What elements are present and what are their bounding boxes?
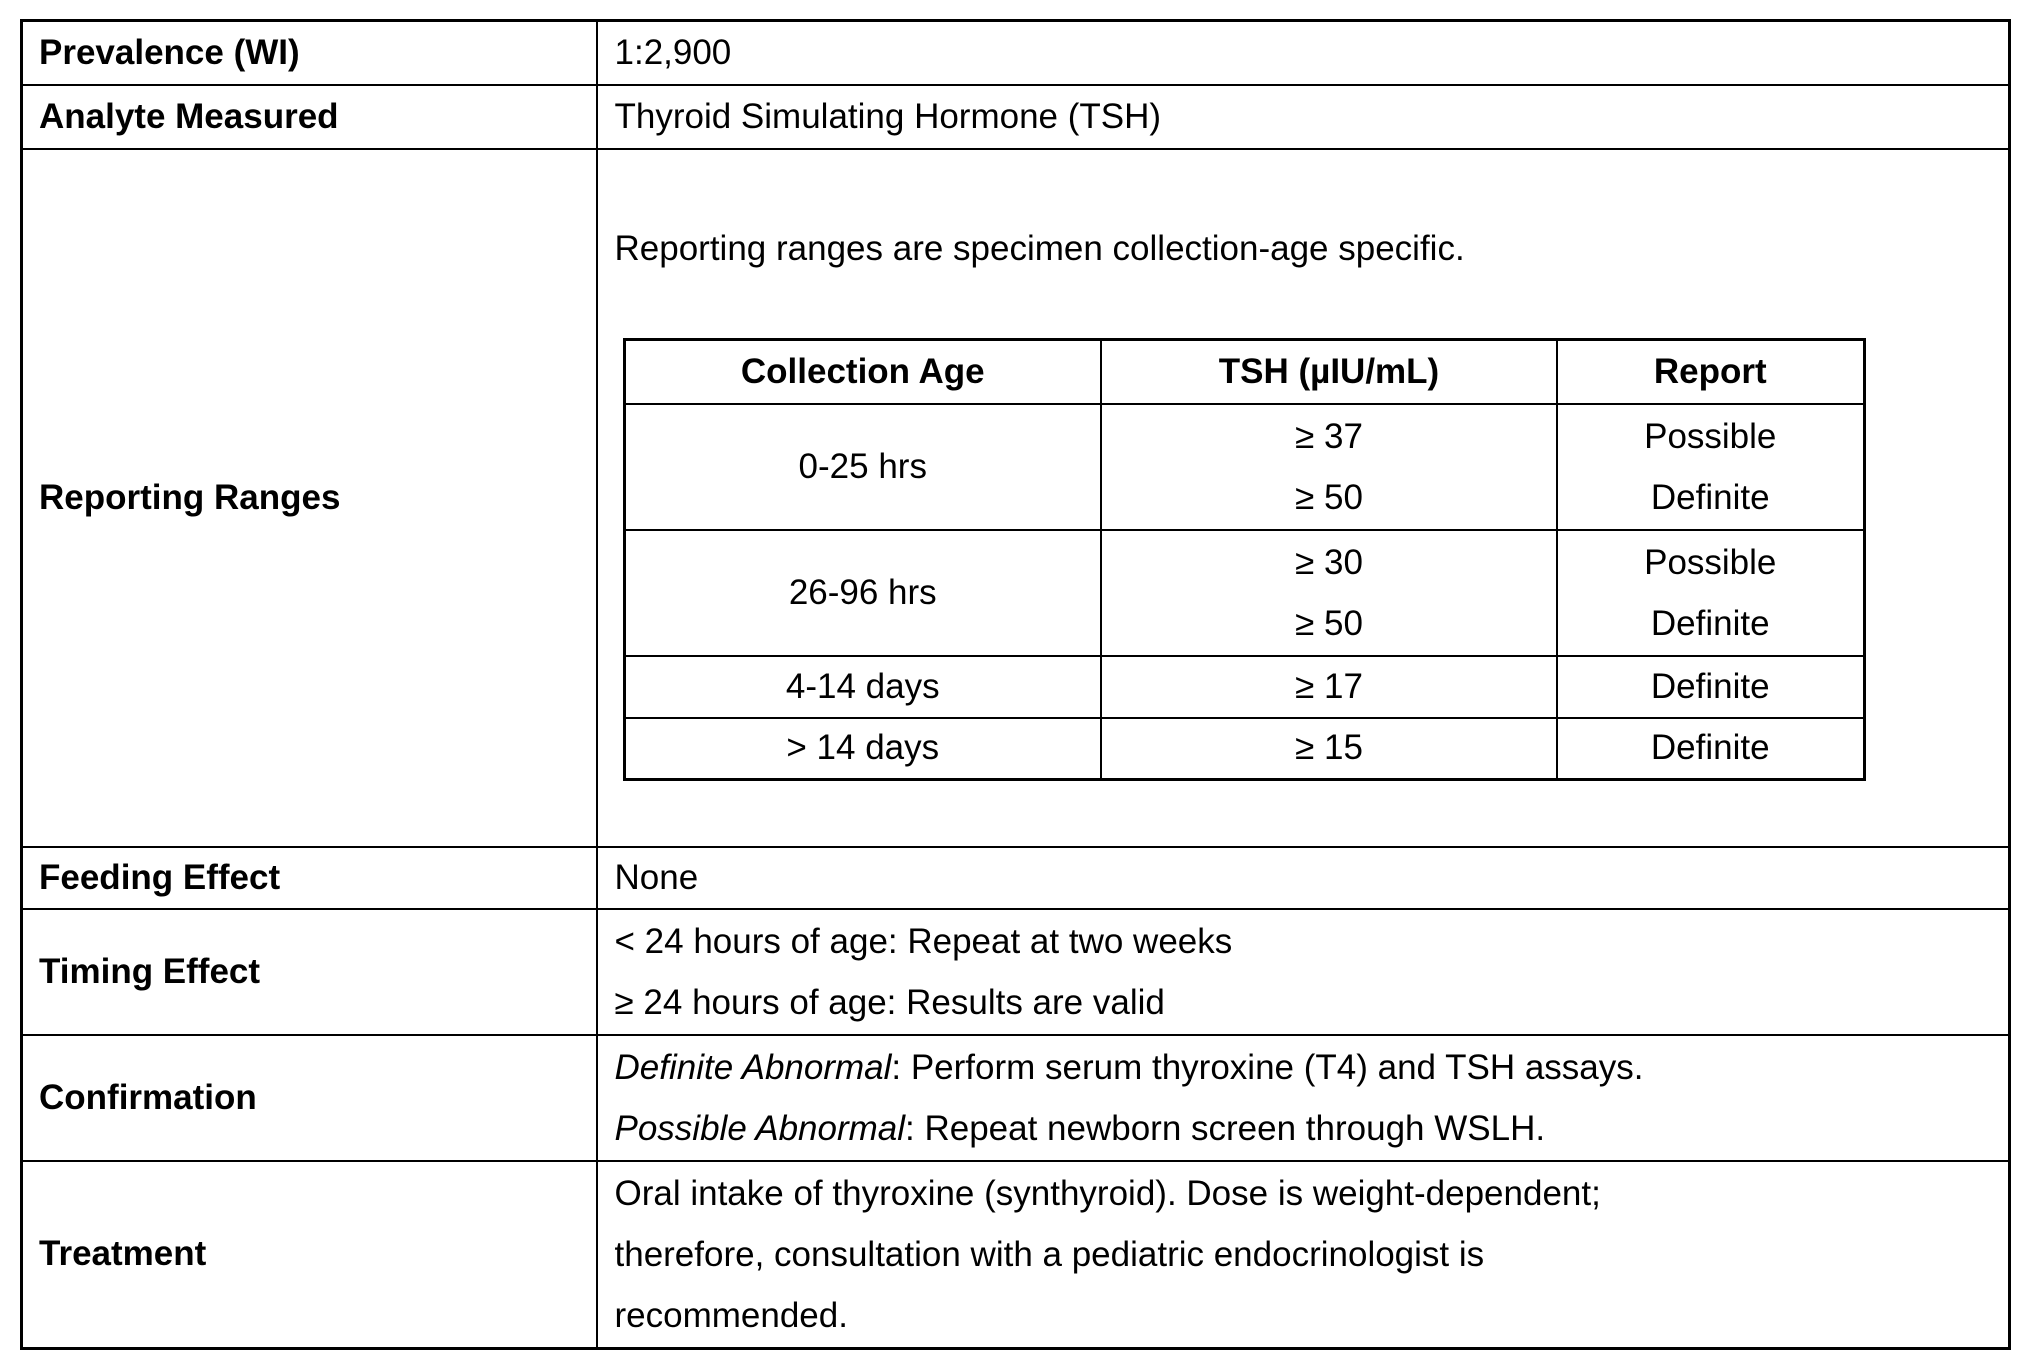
treatment-line: recommended. xyxy=(614,1295,848,1335)
screening-summary-table xyxy=(20,19,2011,1350)
tsh-value: ≥ 50 xyxy=(1295,603,1363,643)
confirmation-term: Definite Abnormal xyxy=(614,1047,892,1087)
tsh-value: ≥ 30 xyxy=(1295,542,1363,582)
timing-effect-line: ≥ 24 hours of age: Results are valid xyxy=(614,982,1165,1022)
analyte-label: Analyte Measured xyxy=(22,85,597,149)
confirmation-term: Possible Abnormal xyxy=(614,1108,906,1148)
report-value: Possible xyxy=(1644,542,1777,582)
treatment-label: Treatment xyxy=(22,1161,597,1349)
tsh-cell xyxy=(1101,530,1557,656)
report-cell xyxy=(1557,404,1864,530)
confirmation-value xyxy=(597,1035,2010,1161)
treatment-value xyxy=(597,1161,2010,1349)
report-value: Possible xyxy=(1644,416,1777,456)
collection-age-header: Collection Age xyxy=(624,340,1101,404)
confirmation-text: : Perform serum thyroxine (T4) and TSH assays. xyxy=(891,1047,1644,1087)
table-row-analyte xyxy=(22,85,2010,149)
report-cell: Definite xyxy=(1557,718,1864,780)
reporting-table-header-row xyxy=(624,340,1864,404)
prevalence-value: 1:2,900 xyxy=(597,21,2010,85)
feeding-effect-label: Feeding Effect xyxy=(22,847,597,909)
tsh-value: ≥ 37 xyxy=(1295,416,1363,456)
table-row-treatment xyxy=(22,1161,2010,1349)
tsh-value: ≥ 50 xyxy=(1295,477,1363,517)
collection-age-cell: 0-25 hrs xyxy=(624,404,1101,530)
confirmation-text: : Repeat newborn screen through WSLH. xyxy=(905,1108,1546,1148)
tsh-cell xyxy=(1101,404,1557,530)
tsh-cell: ≥ 15 xyxy=(1101,718,1557,780)
report-value: Definite xyxy=(1650,477,1770,517)
reporting-table-row xyxy=(624,656,1864,718)
report-cell xyxy=(1557,530,1864,656)
reporting-ranges-intro: Reporting ranges are specimen collection-age specific. xyxy=(614,229,1465,268)
timing-effect-line: < 24 hours of age: Repeat at two weeks xyxy=(614,921,1233,961)
timing-effect-value xyxy=(597,909,2010,1035)
report-value: Definite xyxy=(1650,603,1770,643)
collection-age-cell: 4-14 days xyxy=(624,656,1101,718)
analyte-value: Thyroid Simulating Hormone (TSH) xyxy=(597,85,2010,149)
reporting-table-row xyxy=(624,530,1864,656)
reporting-ranges-table xyxy=(623,338,1866,781)
confirmation-label: Confirmation xyxy=(22,1035,597,1161)
treatment-line: therefore, consultation with a pediatric endocrinologist is xyxy=(614,1234,1485,1274)
collection-age-cell: > 14 days xyxy=(624,718,1101,780)
prevalence-label: Prevalence (WI) xyxy=(22,21,597,85)
table-row-reporting-ranges xyxy=(22,149,2010,847)
feeding-effect-value: None xyxy=(597,847,2010,909)
confirmation-line xyxy=(615,1037,2008,1098)
confirmation-line xyxy=(615,1098,2008,1159)
report-header: Report xyxy=(1557,340,1864,404)
tsh-header: TSH (µIU/mL) xyxy=(1101,340,1557,404)
reporting-table-row xyxy=(624,718,1864,780)
collection-age-cell: 26-96 hrs xyxy=(624,530,1101,656)
table-row-prevalence xyxy=(22,21,2010,85)
treatment-line: Oral intake of thyroxine (synthyroid). Dose is weight-dependent; xyxy=(614,1173,1601,1213)
reporting-ranges-label: Reporting Ranges xyxy=(22,149,597,847)
table-row-feeding-effect xyxy=(22,847,2010,909)
timing-effect-label: Timing Effect xyxy=(22,909,597,1035)
report-cell: Definite xyxy=(1557,656,1864,718)
tsh-cell: ≥ 17 xyxy=(1101,656,1557,718)
table-row-confirmation xyxy=(22,1035,2010,1161)
table-row-timing-effect xyxy=(22,909,2010,1035)
reporting-ranges-value xyxy=(597,149,2010,847)
reporting-table-row xyxy=(624,404,1864,530)
